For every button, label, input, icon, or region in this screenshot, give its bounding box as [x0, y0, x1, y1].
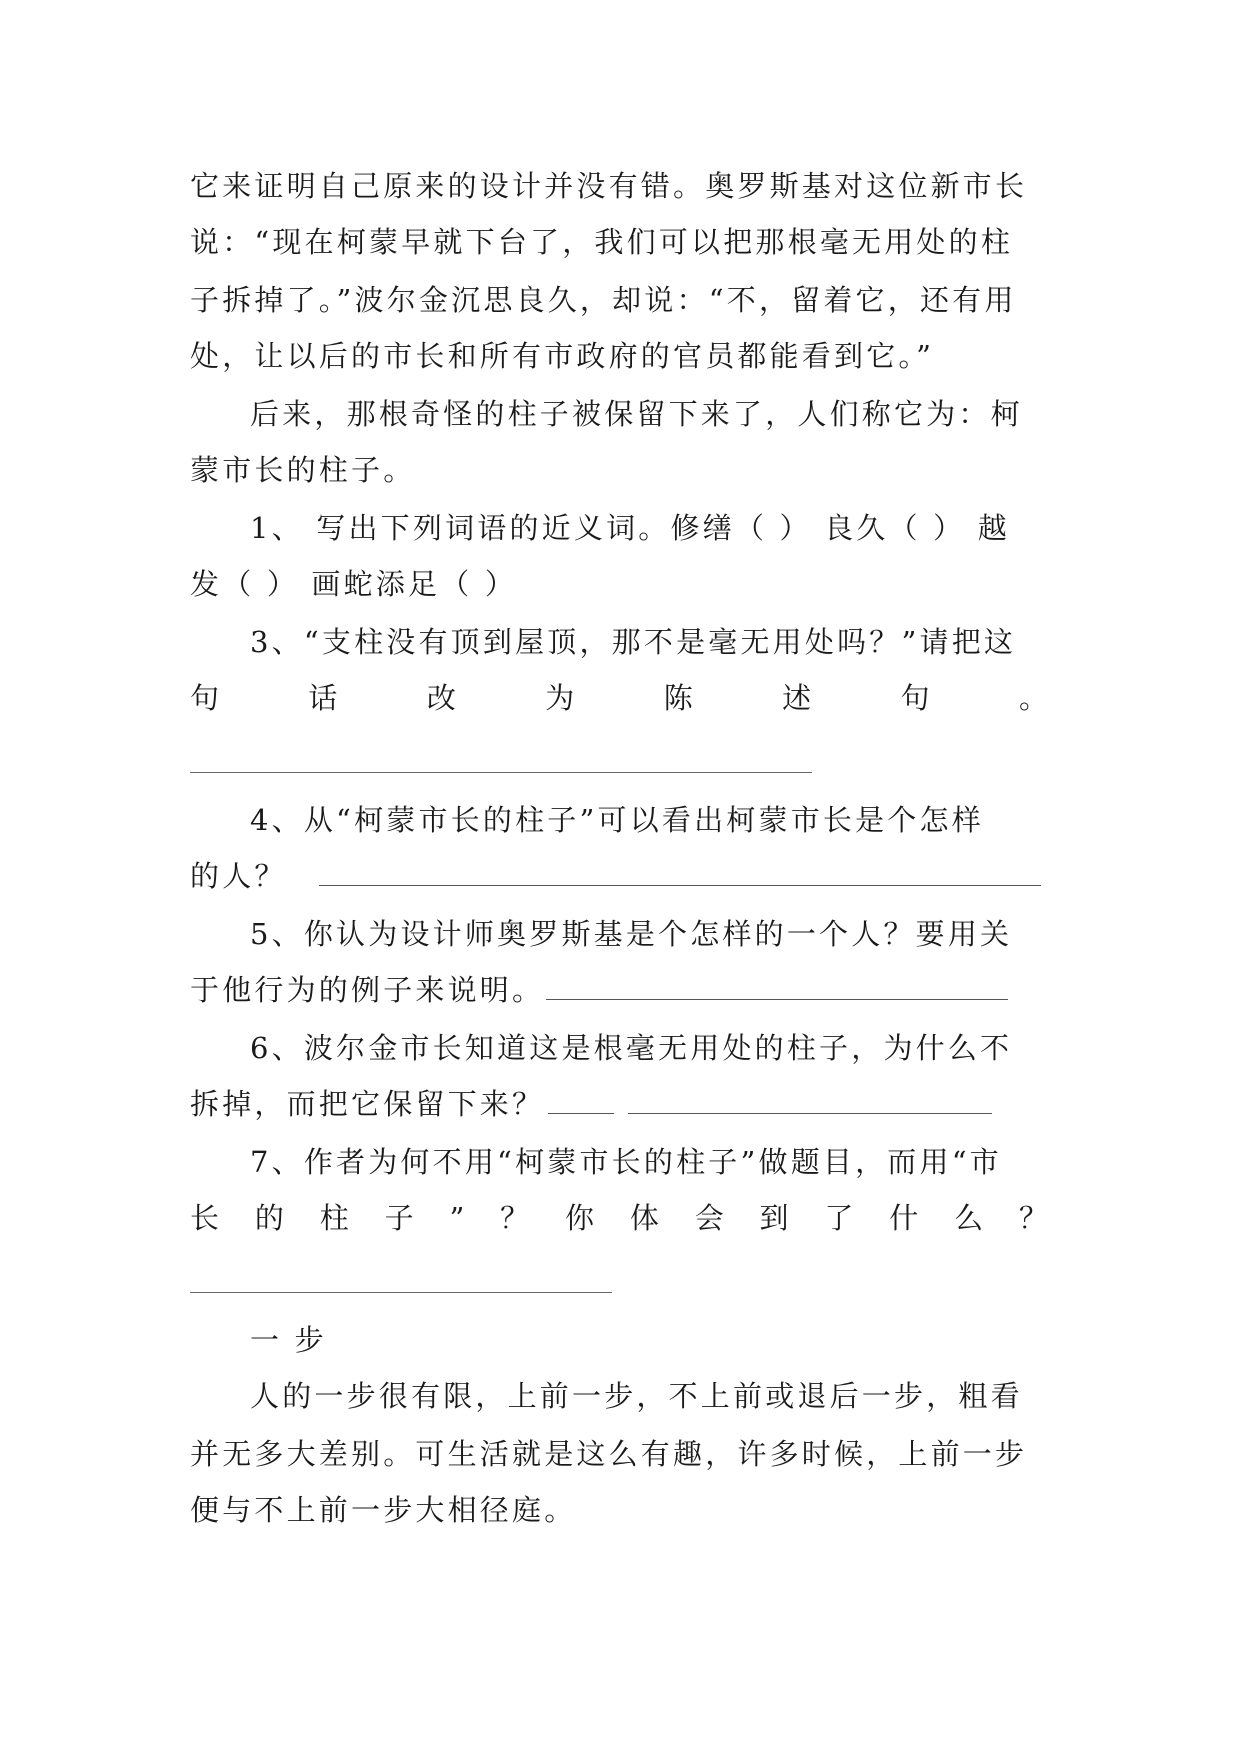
question-1: 1、 写出下列词语的近义词。修缮（ ） 良久（ ） 越: [250, 511, 1010, 545]
question-3-cont: [190, 678, 1048, 718]
text-line: 说：“现在柯蒙早就下台了，我们可以把那根毫无用处的柱: [190, 225, 1014, 259]
spread-char: 柱: [319, 1201, 349, 1235]
spread-char: 改: [426, 681, 456, 715]
spread-char: 体: [629, 1201, 659, 1235]
question-7-cont: [190, 1198, 1048, 1238]
spread-char: 会: [694, 1201, 724, 1235]
text-line: 蒙市长的柱子。: [190, 453, 416, 487]
question-3: 3、“支柱没有顶到屋顶，那不是毫无用处吗？”请把这: [250, 625, 1017, 659]
question-5: 5、你认为设计师奥罗斯基是个怎样的一个人？要用关: [250, 917, 1013, 951]
spread-char: 子: [384, 1201, 414, 1235]
text-line: 后来，那根奇怪的柱子被保留下来了，人们称它为：柯: [250, 397, 1023, 431]
answer-blank[interactable]: [548, 1112, 614, 1114]
question-7: 7、作者为何不用“柯蒙市长的柱子”做题目，而用“市: [250, 1145, 1002, 1179]
answer-blank[interactable]: [628, 1112, 992, 1114]
answer-blank[interactable]: [319, 884, 1041, 886]
text-line: 它来证明自己原来的设计并没有错。奥罗斯基对这位新市长: [190, 169, 1028, 203]
spread-char: 陈: [663, 681, 693, 715]
spread-char: 什: [889, 1201, 919, 1235]
text-line: 便与不上前一步大相径庭。: [190, 1493, 577, 1527]
spread-char: 了: [824, 1201, 854, 1235]
spread-char: 为: [545, 681, 575, 715]
answer-line[interactable]: [190, 772, 812, 773]
question-5-tail: 于他行为的例子来说明。: [190, 973, 545, 1007]
question-6: 6、波尔金市长知道这是根毫无用处的柱子，为什么不: [250, 1031, 1013, 1065]
spread-char: 么: [954, 1201, 984, 1235]
section-title: 一 步: [250, 1323, 327, 1357]
spread-char: 长: [190, 1201, 220, 1235]
text-line: 子拆掉了。”波尔金沉思良久，却说：“不，留着它，还有用: [190, 283, 1017, 317]
question-6-cont: [190, 1084, 1048, 1124]
question-4-cont: [190, 856, 1048, 896]
spread-char: 的: [254, 1201, 284, 1235]
spread-char: 你: [564, 1201, 594, 1235]
spread-char: ？: [500, 1201, 530, 1235]
question-4: 4、从“柯蒙市长的柱子”可以看出柯蒙市长是个怎样: [250, 803, 984, 837]
text-line: 人的一步很有限，上前一步，不上前或退后一步，粗看: [250, 1379, 1023, 1413]
spread-char: 句: [900, 681, 930, 715]
spread-char: 话: [308, 681, 338, 715]
spread-char: 述: [782, 681, 812, 715]
text-line: 并无多大差别。可生活就是这么有趣，许多时候，上前一步: [190, 1437, 1028, 1471]
spread-char: ”: [449, 1201, 465, 1235]
text-line: 处，让以后的市长和所有市政府的官员都能看到它。”: [190, 339, 935, 373]
answer-line[interactable]: [190, 1292, 612, 1293]
spread-char: 到: [759, 1201, 789, 1235]
question-1-cont: 发（ ） 画蛇添足（ ）: [190, 567, 518, 601]
spread-char: 。: [1018, 681, 1048, 715]
question-4-tail: 的人？: [190, 859, 287, 893]
question-5-cont: [190, 970, 1048, 1010]
spread-char: ？: [1018, 1201, 1048, 1235]
spread-char: 句: [190, 681, 220, 715]
question-6-tail: 拆掉，而把它保留下来？: [190, 1087, 545, 1121]
answer-blank[interactable]: [546, 998, 1008, 1000]
